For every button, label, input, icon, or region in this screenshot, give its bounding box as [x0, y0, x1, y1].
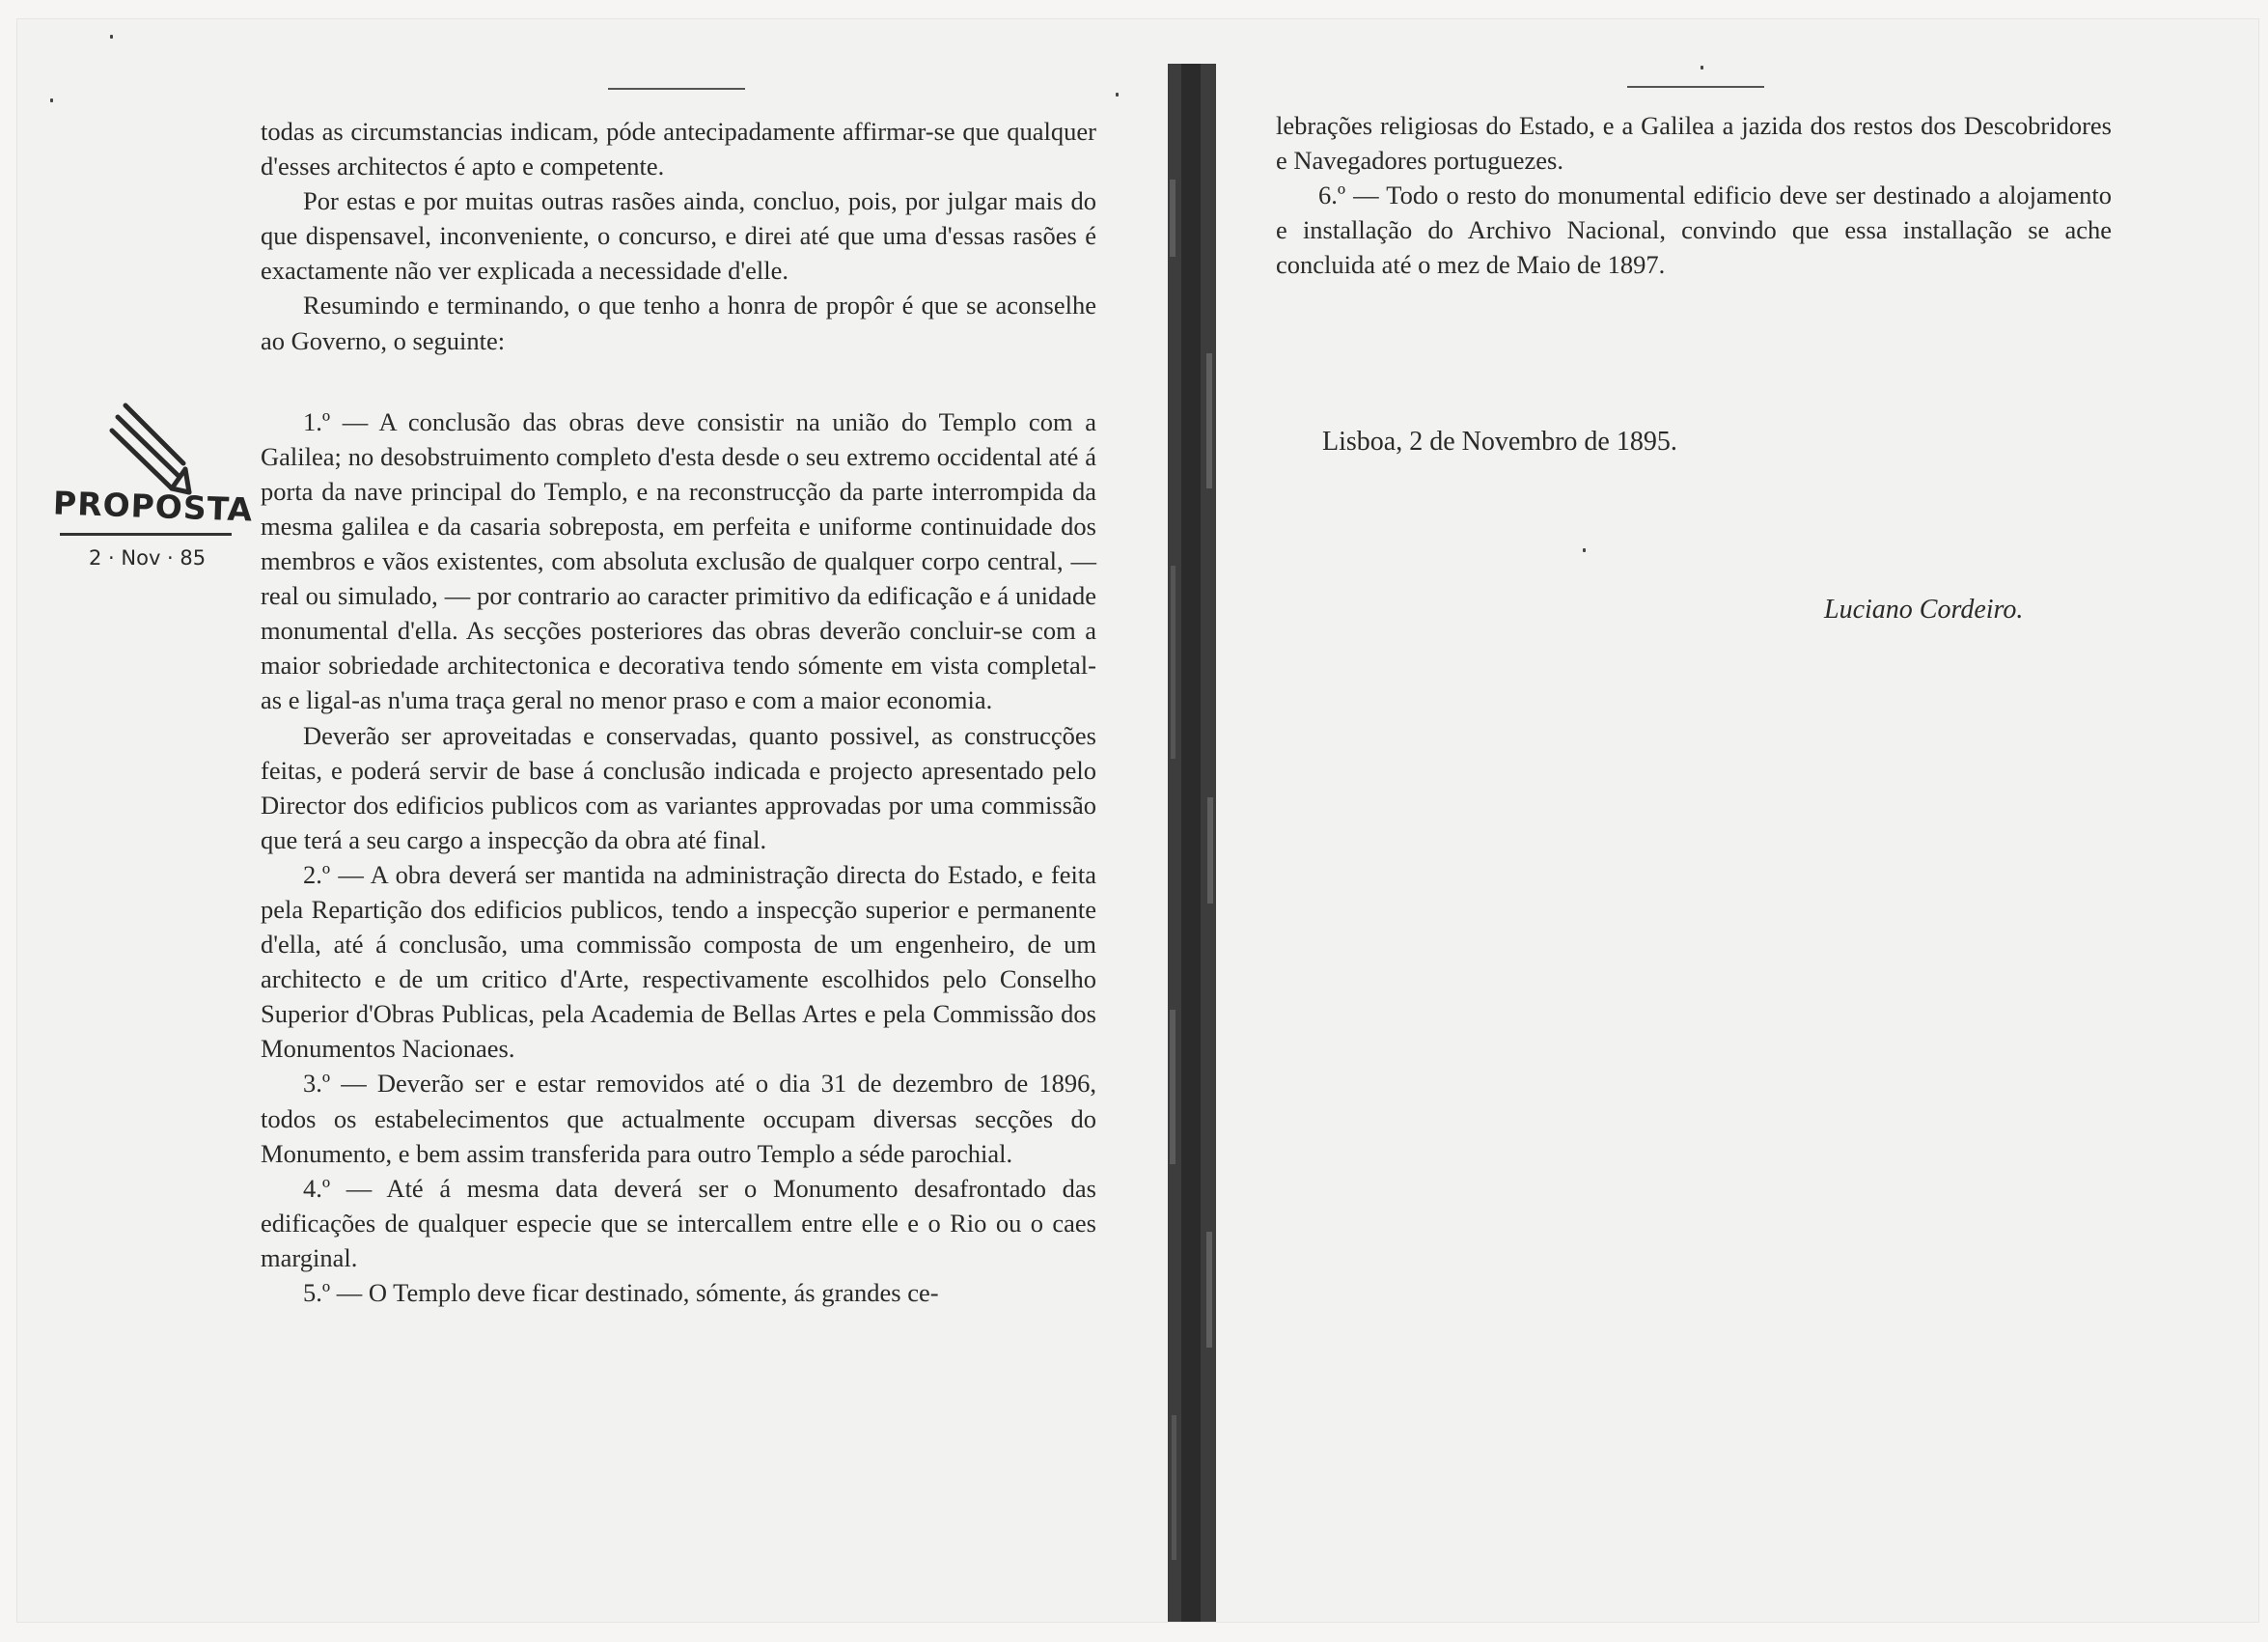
proposal-item-5: 5.º — O Templo deve ficar destinado, sómente, ás grandes ce- — [303, 1278, 939, 1307]
left-page-column — [261, 114, 1096, 1310]
right-page-column — [1276, 108, 2112, 282]
scan-speck — [1701, 66, 1703, 70]
proposal-item-2: 2.º — A obra deverá ser mantida na administração directa do Estado, e feita pela Repartição dos edificios publicos, tendo a inspecção superior e permanente d'ella, até á conclusão, uma commissão composta de um engenheiro, de um architecto e de um critico d'Arte, respectivamente escolhidos pelo Conselho Superior d'Obras Publicas, pela Academia de Bellas Artes e pela Commissão dos Monumentos Nacionaes. — [261, 859, 1096, 1064]
right-header-rule — [1627, 86, 1764, 88]
proposal-annotation-label: PROPOSTA — [52, 484, 254, 529]
proposal-item-4: 4.º — Até á mesma data deverá ser o Monumento desafrontado das edificações de qualquer especie que se intercallem entre elle e o Rio ou o caes marginal. — [261, 1173, 1096, 1272]
author-signature: Luciano Cordeiro. — [1824, 595, 2024, 625]
paragraph-continuation-right: lebrações religiosas do Estado, e a Galilea a jazida dos restos dos Descobridores e Navegadores portuguezes. — [1276, 111, 2112, 176]
proposal-item-1: 1.º — A conclusão das obras deve consistir na união do Templo com a Galilea; no desobstruimento completo d'esta desde o seu extremo occidental até á porta da nave principal do Templo, e na reconstrucção da parte interrompida da mesma galilea e da casaria sobreposta, em perfeita e uniforme continuidade dos membros e vãos existentes, com absoluta exclusão de qualquer corpo central, — real ou simulado, — por contrario ao caracter primitivo da edificação e á unidade monumental d'ella. As secções posteriores das obras deverão concluir-se com a maior sobriedade architectonica e decorativa tendo sómente em vista completal-as e ligal-as n'uma traça geral no menor praso e com a maior economia. — [261, 406, 1096, 715]
section-gap — [261, 358, 1096, 404]
binding-spine — [1168, 64, 1216, 1622]
left-header-rule — [608, 88, 745, 90]
scan-speck — [50, 98, 53, 102]
spine-texture — [1168, 64, 1216, 1622]
proposal-item-3: 3.º — Deverão ser e estar removidos até o dia 31 de dezembro de 1896, todos os estabelecimentos que actualmente occupam diversas secções do Monumento, e bem assim transferida para outro Templo a séde parochial. — [261, 1069, 1096, 1168]
paragraph-summary: Resumindo e terminando, o que tenho a honra de propôr é que se aconselhe ao Governo, o seguinte: — [261, 291, 1096, 355]
place-and-date: Lisboa, 2 de Novembro de 1895. — [1322, 427, 1677, 457]
scan-speck — [1583, 548, 1586, 552]
annotation-underline — [60, 533, 232, 536]
scan-speck — [1116, 93, 1119, 97]
paragraph-reasons: Por estas e por muitas outras rasões ainda, concluo, pois, por julgar mais do que dispensavel, inconveniente, o concurso, e direi até que uma d'essas rasões é exactamente não ver explicada a necessidade d'elle. — [261, 186, 1096, 286]
proposal-item-6: 6.º — Todo o resto do monumental edificio deve ser destinado a alojamento e installação do Archivo Nacional, convindo que essa installação se ache concluida até o mez de Maio de 1897. — [1276, 181, 2112, 280]
paragraph-continuation: todas as circumstancias indicam, póde antecipadamente affirmar-se que qualquer d'esses architectos é apto e competente. — [261, 117, 1096, 181]
paragraph-constructions: Deverão ser aproveitadas e conservadas, quanto possivel, as construcções feitas, e poderá servir de base á conclusão indicada e projecto apresentado pelo Director dos edificios publicos com as variantes approvadas por uma commissão que terá a seu cargo a inspecção da obra até final. — [261, 720, 1096, 854]
scan-speck — [110, 35, 113, 39]
proposal-annotation-date: 2 · Nov · 85 — [89, 546, 207, 570]
